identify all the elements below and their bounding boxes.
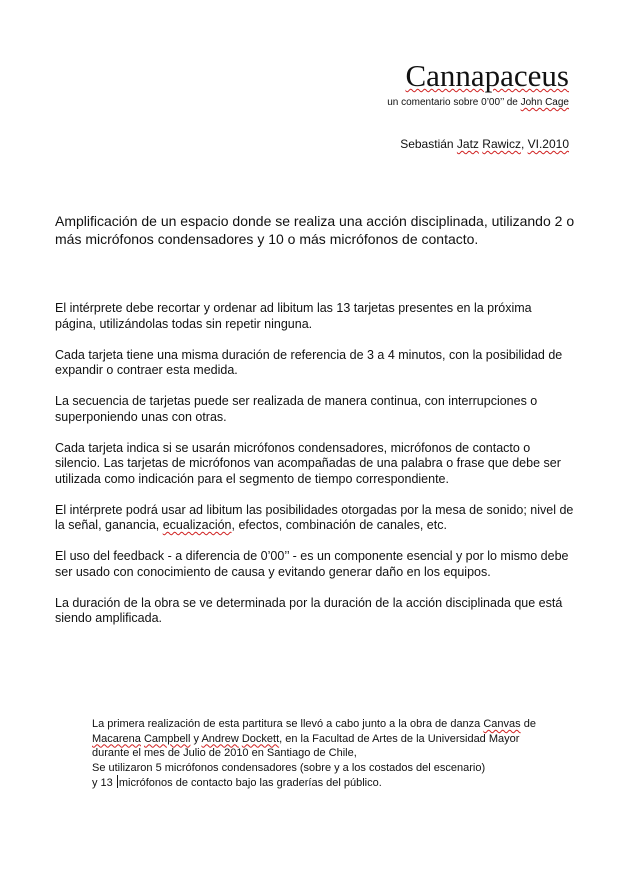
author-last: Rawicz	[482, 137, 521, 151]
author-comma: ,	[520, 137, 528, 151]
note-line-1-post: de	[520, 718, 536, 730]
paragraph-5-post: , efectos, combinación de canales, etc.	[231, 518, 447, 532]
note-line-5-pre: y 13	[92, 777, 116, 789]
note-line-5-post: micrófonos de contacto bajo las graderías del público.	[118, 777, 382, 789]
note-line-1-pre: La primera realización de esta partitura se llevó a cabo junto a la obra de danza	[92, 718, 484, 730]
note-name-4: Dockett	[241, 732, 280, 745]
subtitle-text: un comentario sobre 0’00’’ de	[387, 97, 521, 108]
author-line	[400, 137, 569, 152]
title-text: Cannapaceus	[405, 58, 569, 93]
paragraph-1: El intérprete debe recortar y ordenar ad libitum las 13 tarjetas presentes en la próxima página, utilizándolas todas sin repetir ninguna.	[55, 301, 532, 331]
text-cursor[interactable]	[117, 775, 118, 788]
note-name-3: Andrew	[201, 732, 239, 745]
author-middle: Jatz	[456, 137, 479, 151]
document-subtitle	[387, 97, 569, 109]
paragraph-3: La secuencia de tarjetas puede ser realizada de manera continua, con interrupciones o superponiendo unas con otras.	[55, 394, 538, 424]
paragraph-5-pre: El intérprete podrá usar ad libitum las posibilidades otorgadas por la mesa de sonido; nivel de la señal, ganancia,	[55, 502, 574, 532]
note-conjunction: y	[190, 732, 202, 745]
note-line-4: Se utilizaron 5 micrófonos condensadores (sobre y a los costados del escenario)	[92, 761, 486, 774]
note-line-2-post: , en la Facultad de Artes de la Universidad Mayor	[279, 732, 520, 745]
author-first: Sebastián	[400, 137, 457, 151]
paragraph-4: Cada tarjeta indica si se usarán micrófonos condensadores, micrófonos de contacto o silencio. Las tarjetas de micrófonos van acompañadas de una palabra o frase que debe ser utilizada como indicación para el segmento de tiempo correspondiente.	[55, 440, 561, 486]
author-date: VI.2010	[527, 137, 569, 151]
paragraph-6: El uso del feedback - a diferencia de 0’00’’ - es un componente esencial y por lo mismo debe ser usado con conocimiento de causa y evitando generar daño en los equipos.	[55, 549, 569, 579]
note-line-2	[92, 732, 572, 747]
paragraph-5	[55, 503, 575, 534]
lead-paragraph: Amplificación de un espacio donde se realiza una acción disciplinada, utilizando 2 o más micrófonos condensadores y 10 o más micrófonos de contacto.	[55, 213, 575, 247]
note-line-1	[92, 717, 572, 732]
paragraph-5-word: ecualización	[162, 518, 232, 532]
subtitle-composer: John Cage	[520, 97, 569, 108]
note-name-2: Campbell	[143, 732, 191, 745]
paragraph-2: Cada tarjeta tiene una misma duración de referencia de 3 a 4 minutos, con la posibilidad de expandir o contraer esta medida.	[55, 347, 563, 377]
document-title	[405, 58, 569, 94]
paragraph-7: La duración de la obra se ve determinada por la duración de la acción disciplinada que está siendo amplificada.	[55, 595, 563, 625]
note-name-1: Macarena	[92, 732, 141, 745]
note-line-1-word: Canvas	[483, 718, 521, 730]
instructions-body	[55, 301, 575, 642]
note-line-5	[92, 775, 572, 791]
note-line-3: durante el mes de Julio de 2010 en Santiago de Chile,	[92, 747, 357, 759]
premiere-note	[92, 717, 572, 791]
